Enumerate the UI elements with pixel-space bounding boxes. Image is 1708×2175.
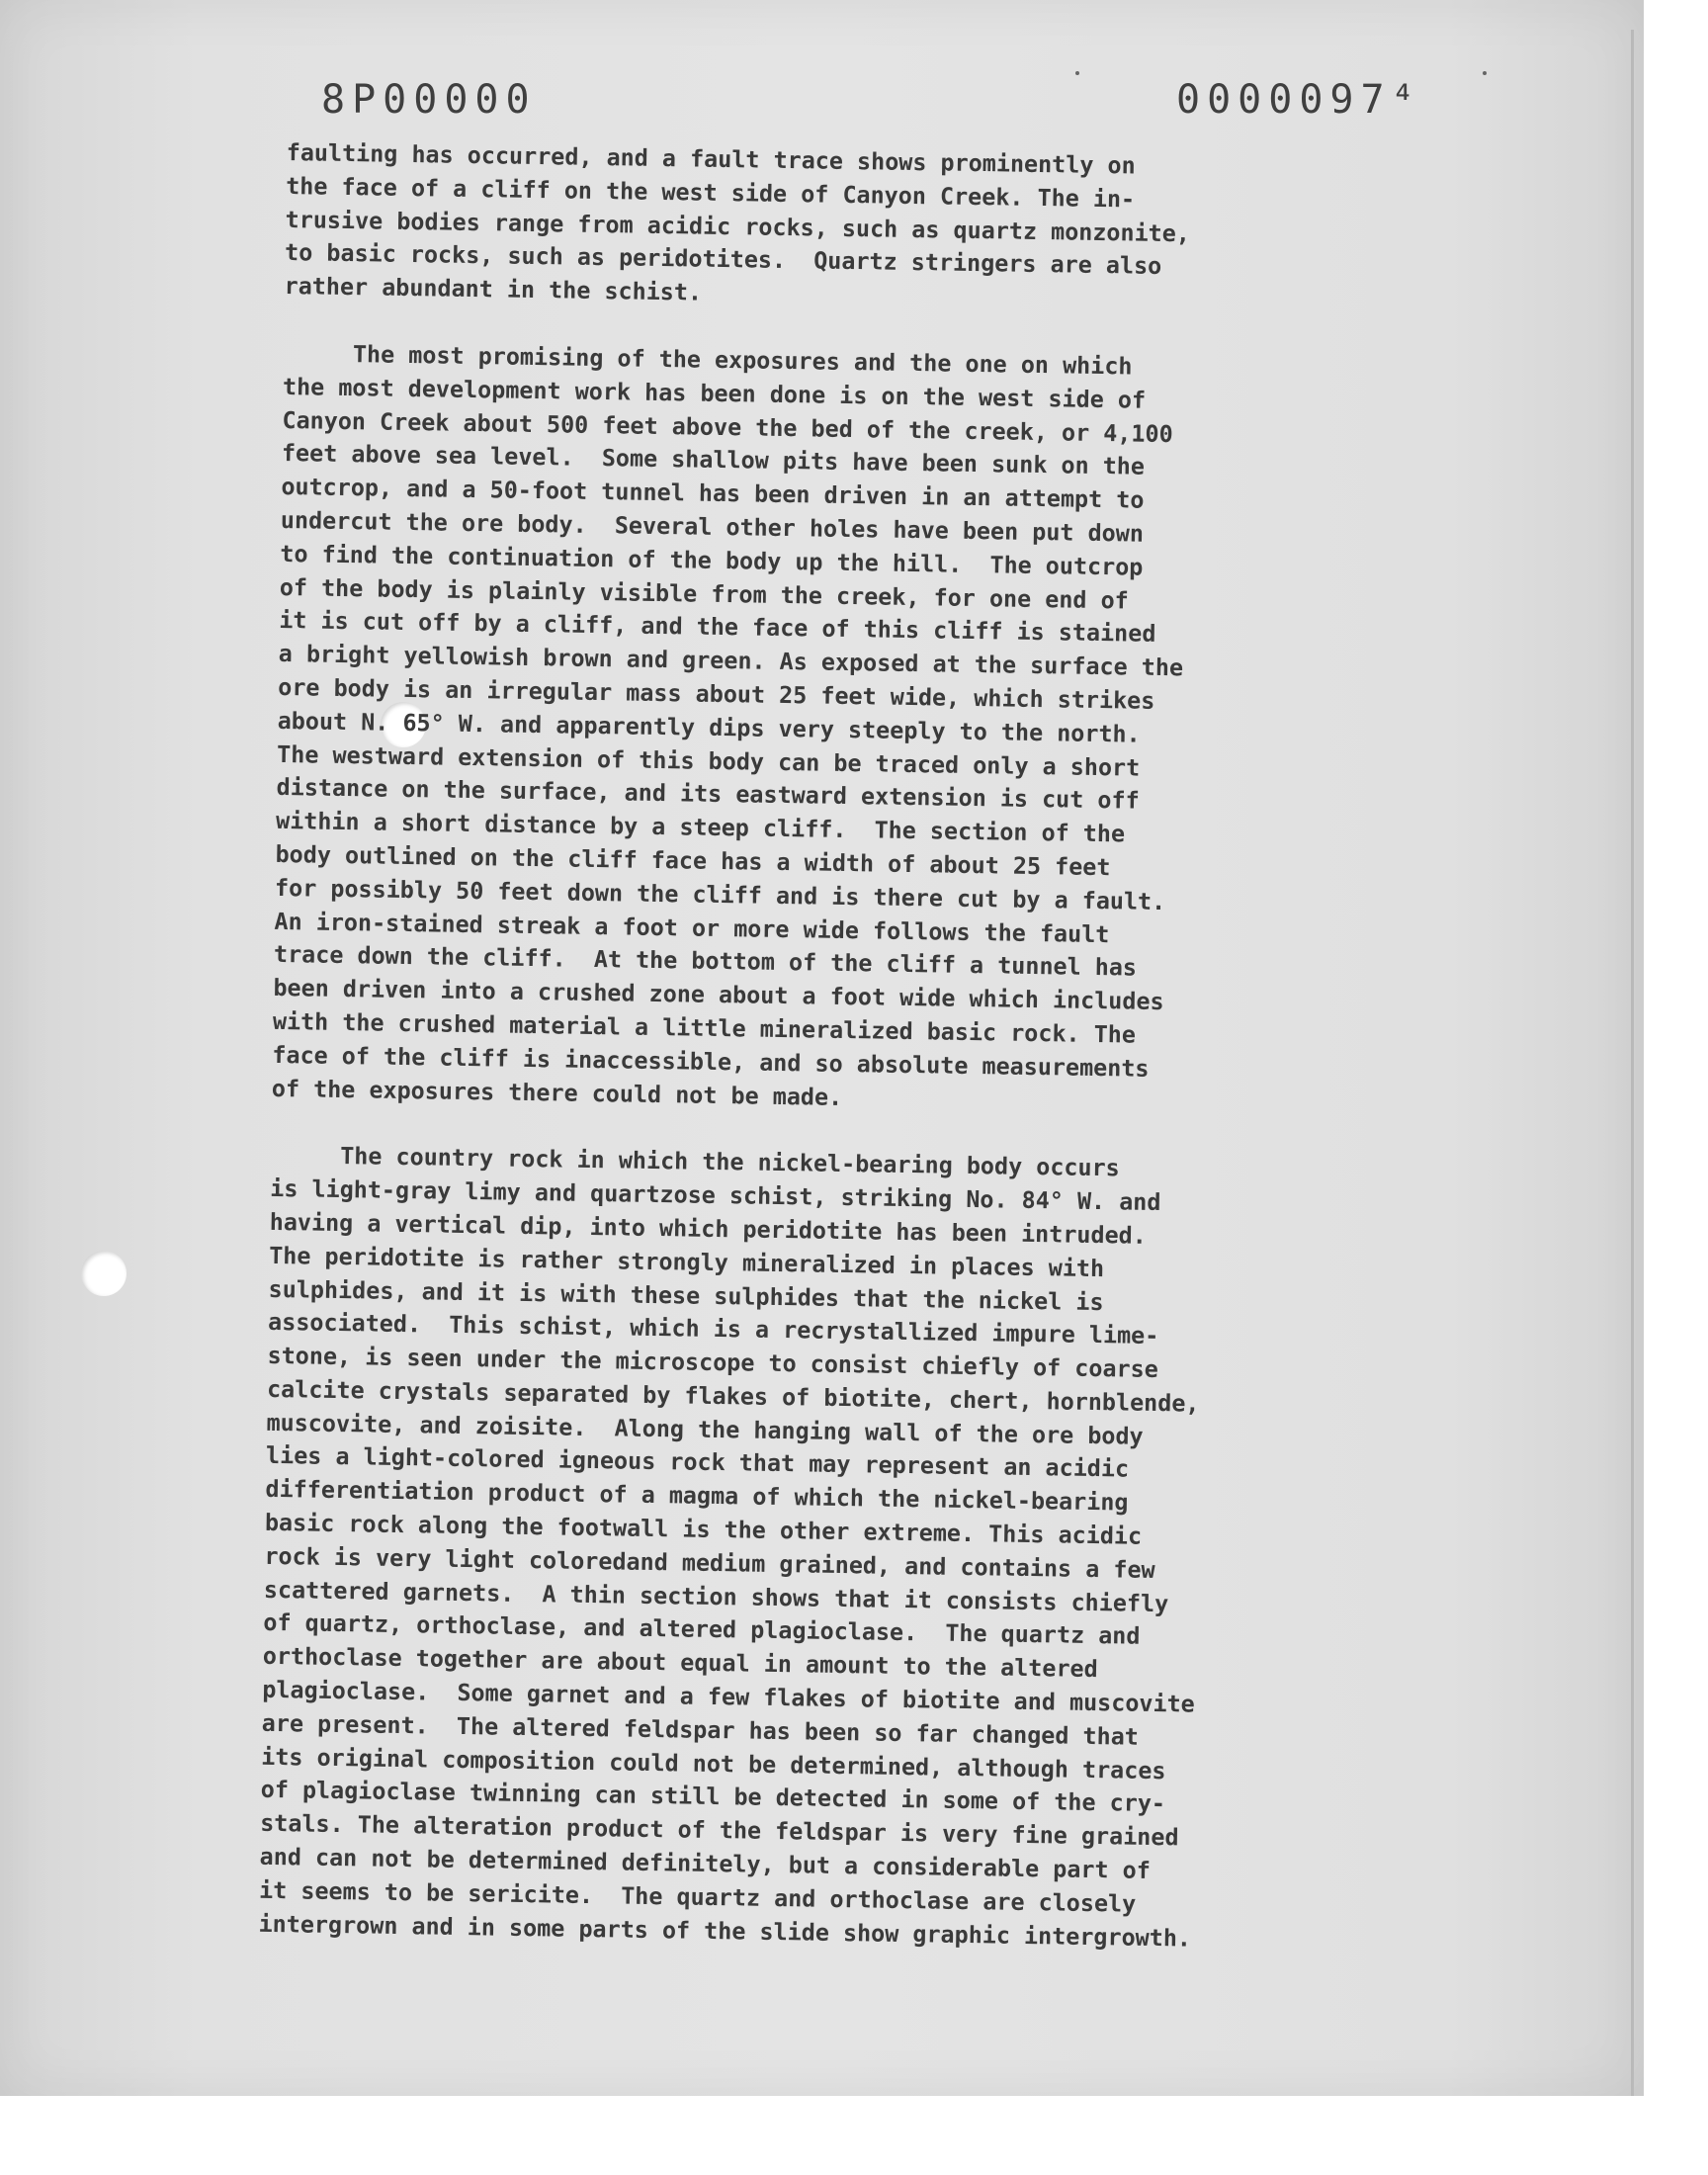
body-text <box>258 136 1404 1958</box>
paragraph: The country rock in which the nickel-bearing body occurs is light-gray limy and quartzose schist, striking No. 84° W. and having a vertical dip, into which peridotite has been intruded. The peridotite is rather strongly mineralized in places with sulphides, and it is with these sulphides that the nickel is associated. This schist, which is a recrystallized impure lime- stone, is seen under the microscope to consist chiefly of coarse calcite crystals separated by flakes of biotite, chert, hornblende, muscovite, and zoisite. Along the hanging wall of the ore body lies a light-colored igneous rock that may represent an acidic differentiation product of a magma of which the nickel-bearing basic rock along the footwall is the other extreme. This acidic rock is very light coloredand medium grained, and contains a few scattered garnets. A thin section shows that it consists chiefly of quartz, orthoclase, and altered plagioclase. The quartz and orthoclase together are about equal in amount to the altered plagioclase. Some garnet and a few flakes of biotite and muscovite are present. The altered feldspar has been so far changed that its original composition could not be determined, although traces of plagioclase twinning can still be detected in some of the cry- stals. The alteration product of the feldspar is very fine grained and can not be determined definitely, but a considerable part of it seems to be sericite. The quartz and orthoclase are closely intergrown and in some parts of the slide show graphic intergrowth. <box>258 1141 1200 1953</box>
page-edge-shadow <box>1631 30 1634 2096</box>
speck <box>1483 71 1487 75</box>
page-number: 0000097⁴ <box>1176 77 1422 123</box>
paragraph: The most promising of the exposures and the one on which the most development work has been done is on the west side of Canyon Creek about 500 feet above the bed of the creek, or 4,100 feet above sea level. Some shallow pits have been sunk on the outcrop, and a 50-foot tunnel has been driven in an attempt to undercut the ore body. Several other holes have been put down to find the continuation of the body up the hill. The outcrop of the body is plainly visible from the creek, for one end of it is cut off by a cliff, and the face of this cliff is stained a bright yellowish brown and green. As exposed at the surface the ore body is an irregular mass about 25 feet wide, which strikes about N. 65° W. and apparently dips very steeply to the north. The westward extension of this body can be traced only a short distance on the surface, and its eastward extension is cut off within a short distance by a steep cliff. The section of the body outlined on the cliff face has a width of about 25 feet for possibly 50 feet down the cliff and is there cut by a fault. An iron-stained streak a foot or more wide follows the fault trace down the cliff. At the bottom of the cliff a tunnel has been driven into a crushed zone about a foot wide which includes with the crushed material a little mineralized basic rock. The face of the cliff is inaccessible, and so absolute measurements of the exposures there could not be made. <box>271 338 1184 1111</box>
punch-hole <box>81 1251 127 1296</box>
speck <box>1075 71 1079 75</box>
paragraph: faulting has occurred, and a fault trace shows prominently on the face of a cliff on the west side of Canyon Creek. The in- trusive bodies range from acidic rocks, such as quartz monzonite, to basic rocks, such as peridotites. Quartz stringers are also rather abundant in the schist. <box>284 137 1191 306</box>
document-code-left: 8P00000 <box>321 77 537 123</box>
